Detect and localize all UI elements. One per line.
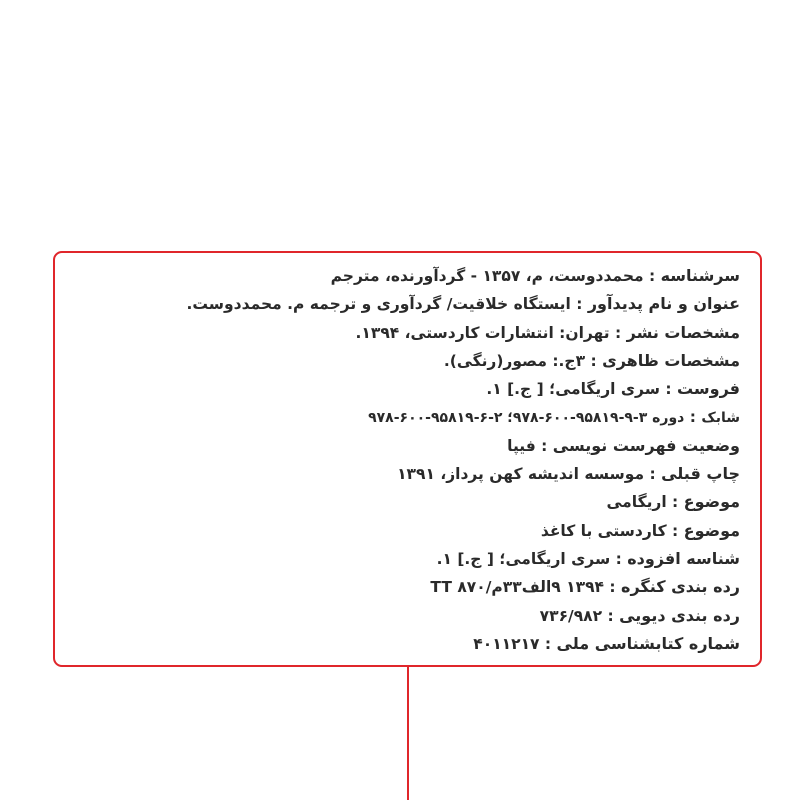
row-value: تهران: انتشارات کاردستی، ۱۳۹۴.	[355, 323, 610, 342]
row-value: محمددوست، م، ۱۳۵۷ - گردآورنده، مترجم	[330, 267, 644, 285]
row-title-author	[60, 290, 740, 318]
row-separator: :	[644, 465, 662, 484]
row-heading	[60, 262, 740, 290]
catalog-rows	[60, 262, 740, 658]
row-value: سری اریگامی؛ [ ج.] ۱.	[436, 549, 611, 568]
row-label: مشخصات نشر	[626, 322, 740, 342]
row-value: ۴۰۱۱۲۱۷	[473, 634, 540, 653]
row-value: ۱۳۹۴ ۹الف۳۳م/۸۷۰ TT	[430, 578, 604, 597]
row-subject-2	[60, 517, 740, 545]
row-value: موسسه اندیشه کهن پرداز، ۱۳۹۱	[397, 465, 645, 484]
row-label: رده بندی دیویی	[619, 605, 740, 625]
row-subject-1	[60, 488, 740, 516]
row-national-bibliography-number	[60, 630, 740, 658]
row-separator: :	[602, 606, 620, 625]
row-separator: :	[643, 267, 661, 285]
row-lc-classification	[60, 573, 740, 601]
row-separator: :	[666, 521, 684, 540]
row-value: دوره ۳-۹-۹۵۸۱۹-۶۰۰-۹۷۸؛ ۲-۶-۹۵۸۱۹-۶۰۰-۹۷۸	[368, 410, 685, 427]
row-separator: :	[585, 351, 603, 370]
row-label: موضوع	[683, 520, 740, 540]
row-label: عنوان و نام پدیدآور	[587, 294, 740, 314]
row-value: سری اریگامی؛ [ ج.] ۱.	[486, 380, 660, 399]
row-separator: :	[684, 408, 702, 427]
row-label: رده بندی کنگره	[621, 577, 740, 597]
row-label: سرشناسه	[660, 266, 740, 285]
row-separator: :	[609, 323, 627, 342]
row-publication	[60, 319, 740, 347]
row-separator: :	[535, 436, 553, 455]
row-label: شابک	[701, 410, 740, 427]
row-label: چاپ قبلی	[661, 464, 740, 484]
row-isbn	[60, 403, 740, 431]
row-label: فروست	[676, 379, 740, 399]
catalog-card	[53, 251, 762, 667]
row-series	[60, 375, 740, 403]
row-cataloging-status	[60, 432, 740, 460]
row-dewey-classification	[60, 602, 740, 630]
row-value: اریگامی	[606, 493, 667, 512]
row-value: ایستگاه خلاقیت/ گردآوری و ترجمه م. محمددوست.	[186, 295, 571, 314]
row-previous-edition	[60, 460, 740, 488]
row-value: ۷۳۶/۹۸۲	[539, 606, 603, 625]
row-separator: :	[666, 493, 684, 512]
row-label: شماره کتابشناسی ملی	[556, 633, 740, 653]
row-value: فیپا	[507, 436, 536, 455]
card-connector-line	[407, 666, 409, 800]
row-separator: :	[570, 295, 588, 314]
row-separator: :	[604, 578, 621, 597]
row-label: موضوع	[683, 492, 740, 512]
row-label: شناسه افزوده	[627, 548, 740, 568]
row-physical	[60, 347, 740, 375]
row-value: ۳ج.: مصور(رنگی).	[443, 351, 586, 370]
row-value: کاردستی با کاغذ	[540, 521, 667, 540]
row-separator: :	[659, 380, 677, 399]
row-separator: :	[539, 634, 557, 653]
row-label: مشخصات ظاهری	[602, 350, 740, 370]
row-separator: :	[610, 549, 628, 568]
row-added-entry	[60, 545, 740, 573]
row-label: وضعیت فهرست نویسی	[552, 435, 740, 455]
